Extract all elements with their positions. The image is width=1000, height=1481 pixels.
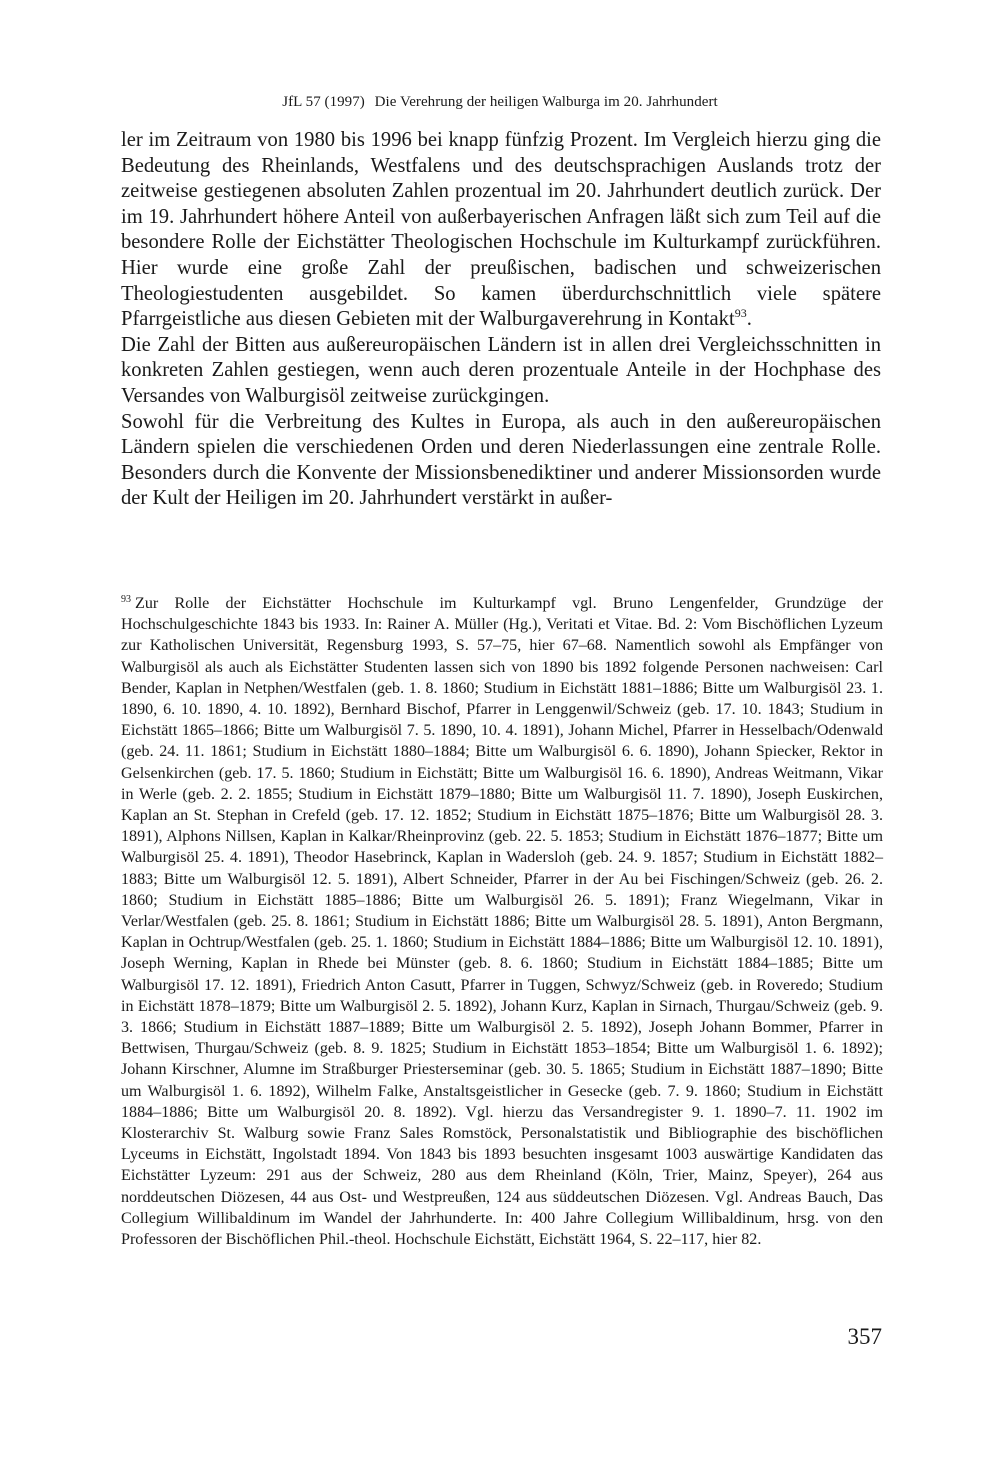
page-number: 357 <box>847 1324 882 1349</box>
footnote-section <box>121 593 883 1250</box>
footnote-reference[interactable]: 93 <box>734 306 747 321</box>
footnote-text: Zur Rolle der Eichstätter Hochschule im Kulturkampf vgl. Bruno Lengenfelder, Grundzüge der Hochschulgeschichte 1843 bis 1933. In: Rainer A. Müller (Hg.), Veritati et Vitae. Bd. 2: Vom Bischöflichen Lyzeum zur Katholischen Universität, Regensburg 1993, S. 57–75, hier 67–68. Namentlich sowohl als Empfänger von Walburgisöl als auch als Eichstätter Studenten lassen sich von 1890 bis 1892 folgende Personen nachweisen: Carl Bender, Kaplan in Netphen/Westfalen (geb. 1. 8. 1860; Studium in Eichstätt 1881–1886; Bitte um Walburgisöl 23. 1. 1890, 6. 10. 1890, 4. 10. 1892), Bernhard Bischof, Pfarrer in Lenggenwil/Schweiz (geb. 17. 10. 1843; Studium in Eichstätt 1865–1866; Bitte um Walburgisöl 7. 5. 1890, 10. 4. 1891), Johann Michel, Pfarrer in Hesselbach/Odenwald (geb. 24. 11. 1861; Studium in Eichstätt 1880–1884; Bitte um Walburgisöl 6. 6. 1890), Johann Spiecker, Rektor in Gelsenkirchen (geb. 17. 5. 1860; Studium in Eichstätt; Bitte um Walburgisöl 16. 6. 1890), Andreas Weitmann, Vikar in Werle (geb. 2. 2. 1855; Studium in Eichstätt 1879–1880; Bitte um Walburgisöl 11. 7. 1890), Joseph Euskirchen, Kaplan an St. Stephan in Crefeld (geb. 17. 12. 1852; Studium in Eichstätt 1875–1876; Bitte um Walburgisöl 28. 3. 1891), Alphons Nillsen, Kaplan in Kalkar/Rheinprovinz (geb. 22. 5. 1853; Studium in Eichstätt 1876–1877; Bitte um Walburgisöl 25. 4. 1891), Theodor Hasebrinck, Kaplan in Wadersloh (geb. 24. 9. 1857; Studium in Eichstätt 1882–1883; Bitte um Walburgisöl 12. 5. 1891), Albert Schneider, Pfarrer in der Au bei Fischingen/Schweiz (geb. 26. 2. 1860; Studium in Eichstätt 1885–1886; Bitte um Walburgisöl 26. 5. 1891); Franz Wiegelmann, Vikar in Verlar/Westfalen (geb. 25. 8. 1861; Studium in Eichstätt 1886; Bitte um Walburgisöl 28. 5. 1891), Anton Bergmann, Kaplan in Ochtrup/Westfalen (geb. 25. 1. 1860; Studium in Eichstätt 1884–1886; Bitte um Walburgisöl 12. 10. 1891), Joseph Werning, Kaplan in Rhede bei Münster (geb. 8. 6. 1860; Studium in Eichstätt 1884–1885; Bitte um Walburgisöl 17. 12. 1891), Friedrich Anton Casutt, Pfarrer in Tuggen, Schwyz/Schweiz (geb. in Roveredo; Studium in Eichstätt 1878–1879; Bitte um Walburgisöl 2. 5. 1892), Johann Kurz, Kaplan in Sirnach, Thurgau/Schweiz (geb. 9. 3. 1866; Studium in Eichstätt 1887–1889; Bitte um Walburgisöl 2. 5. 1892), Joseph Johann Bommer, Pfarrer in Bettwisen, Thurgau/Schweiz (geb. 8. 9. 1825; Studium in Eichstätt 1853–1854; Bitte um Walburgisöl 1. 6. 1892); Johann Kirschner, Alumne im Straßburger Priesterseminar (geb. 30. 5. 1865; Studium in Eichstätt 1887–1890; Bitte um Walburgisöl 1. 6. 1892), Wilhelm Falke, Anstaltsgeistlicher in Gesecke (geb. 7. 9. 1860; Studium in Eichstätt 1884–1886; Bitte um Walburgisöl 20. 8. 1892). Vgl. hierzu das Versandregister 9. 1. 1890–7. 11. 1902 im Klosterarchiv St. Walburg sowie Franz Sales Romstöck, Personalstatistik und Bibliographie des bischöflichen Lyceums in Eichstätt, Ingolstadt 1894. Von 1843 bis 1893 besuchten insgesamt 1003 auswärtige Kandidaten das Eichstätter Lyzeum: 291 aus der Schweiz, 280 aus dem Rheinland (Köln, Trier, Mainz, Speyer), 264 aus norddeutschen Diözesen, 44 aus Ost- und Westpreußen, 124 aus süddeutschen Diözesen. Vgl. Andreas Bauch, Das Collegium Willibaldinum im Wandel der Jahrhunderte. In: 400 Jahre Collegium Willibaldinum, hrsg. von den Professoren der Bischöflichen Phil.-theol. Hochschule Eichstätt, Eichstätt 1964, S. 22–117, hier 82. <box>121 595 883 1249</box>
paragraph-2: Die Zahl der Bitten aus außereuropäischen Ländern ist in allen drei Vergleichsschnitten in konkreten Zahlen gestiegen, wenn auch deren prozentuale Anteile in der Hochphase des Versandes von Walburgisöl zeitweise zurückgingen. <box>121 333 881 407</box>
paragraph-3: Sowohl für die Verbreitung des Kultes in Europa, als auch in den außereuropäischen Ländern spielen die verschiedenen Orden und deren Niederlassungen eine zentrale Rolle. Besonders durch die Konvente der Missionsbenediktiner und anderer Missionsorden wurde der Kult der Heiligen im 20. Jahrhundert verstärkt in außer- <box>121 410 881 510</box>
paragraph-1 <box>121 128 881 333</box>
footnote-93 <box>121 593 883 1250</box>
main-text <box>121 128 881 512</box>
footnote-number: 93 <box>121 593 131 605</box>
paragraph-1-text: ler im Zeitraum von 1980 bis 1996 bei knapp fünfzig Prozent. Im Vergleich hierzu ging die Bedeutung des Rheinlands, Westfalens und des deutschsprachigen Auslands trotz der zeitweise gestiegenen absoluten Zahlen prozentual im 20. Jahrhundert deutlich zurück. Der im 19. Jahrhundert höhere Anteil von außerbayerischen Anfragen läßt sich zum Teil auf die besondere Rolle der Eichstätter Theologischen Hochschule im Kulturkampf zurückführen. Hier wurde eine große Zahl der preußischen, badischen und schweizerischen Theologiestudenten ausgebildet. So kamen überdurchschnittlich viele spätere Pfarrgeistliche aus diesen Gebieten mit der Walburgaverehrung in Kontakt <box>121 129 881 331</box>
journal-reference: JfL 57 (1997) <box>282 94 365 110</box>
paragraph-1-end: . <box>746 308 752 331</box>
article-title: Die Verehrung der heiligen Walburga im 20. Jahrhundert <box>374 94 718 110</box>
running-header <box>0 92 1000 112</box>
